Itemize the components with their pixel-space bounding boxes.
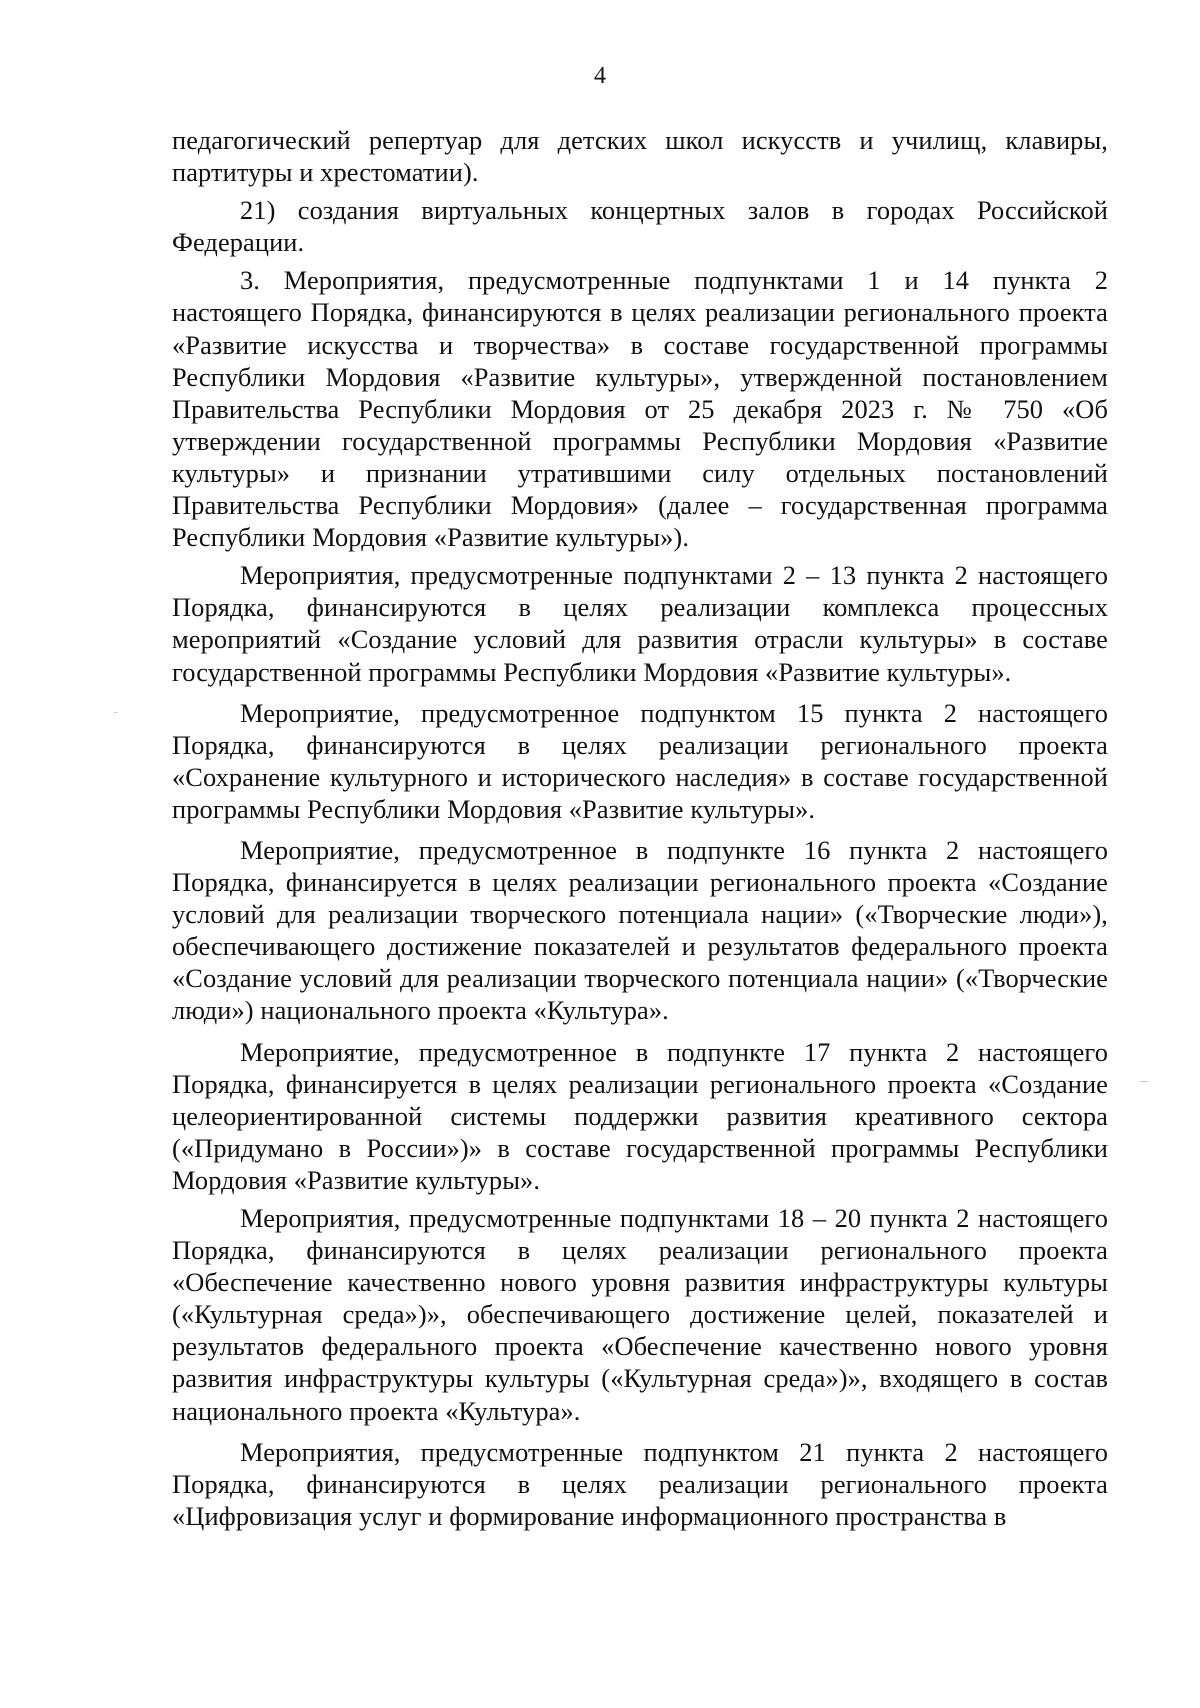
- paragraph-subitem-15: Мероприятие, предусмотренное подпунктом 15 пункта 2 настоящего Порядка, финансируются в целях реализации регионального проекта «Сохранение культурного и исторического наследия» в составе государственной программы Республики Мордовия «Развитие культуры».: [172, 697, 1108, 824]
- paragraph-subitems-18-20: Мероприятия, предусмотренные подпунктами 18 – 20 пункта 2 настоящего Порядка, финансируются в целях реализации регионального проекта «Обеспечение качественно нового уровня развития инфраструктуры культуры («Культурная среда»)», обеспечивающего достижение целей, показателей и результатов федерального проекта «Обеспечение качественно нового уровня развития инфраструктуры культуры («Культурная среда»)», входящего в состав национального проекта «Культура».: [172, 1203, 1108, 1426]
- paragraph-subitem-16: Мероприятие, предусмотренное в подпункте 16 пункта 2 настоящего Порядка, финансируется в целях реализации регионального проекта «Создание условий для реализации творческого потенциала нации» («Творческие люди»), обеспечивающего достижение показателей и результатов федерального проекта «Создание условий для реализации творческого потенциала нации» («Творческие люди») национального проекта «Культура».: [172, 834, 1108, 1026]
- paragraph-item-21: 21) создания виртуальных концертных залов в городах Российской Федерации.: [172, 195, 1108, 258]
- scan-artifact-right: [1140, 1081, 1148, 1082]
- page-number: 4: [594, 63, 606, 89]
- paragraph-subitems-2-13: Мероприятия, предусмотренные подпунктами 2 – 13 пункта 2 настоящего Порядка, финансируются в целях реализации комплекса процессных мероприятий «Создание условий для развития отрасли культуры» в составе государственной программы Республики Мордовия «Развитие культуры».: [172, 560, 1108, 687]
- paragraph-subitem-21: Мероприятия, предусмотренные подпунктом 21 пункта 2 настоящего Порядка, финансируются в целях реализации регионального проекта «Цифровизация услуг и формирование информационного пространства в: [172, 1436, 1108, 1531]
- scan-artifact-left: [114, 712, 117, 713]
- paragraph-subitem-17: Мероприятие, предусмотренное в подпункте 17 пункта 2 настоящего Порядка, финансируется в целях реализации регионального проекта «Создание целеориентированной системы поддержки развития креативного сектора («Придумано в России»)» в составе государственной программы Республики Мордовия «Развитие культуры».: [172, 1036, 1108, 1195]
- paragraph-continuation: педагогический репертуар для детских школ искусств и училищ, клавиры, партитуры и хрестоматии).: [172, 125, 1108, 188]
- document-body: [172, 124, 1108, 1532]
- paragraph-section-3: 3. Мероприятия, предусмотренные подпунктами 1 и 14 пункта 2 настоящего Порядка, финансируются в целях реализации регионального проекта «Развитие искусства и творчества» в составе государственной программы Республики Мордовия «Развитие культуры», утвержденной постановлением Правительства Республики Мордовия от 25 декабря 2023 г. № 750 «Об утверждении государственной программы Республики Мордовия «Развитие культуры» и признании утратившими силу отдельных постановлений Правительства Республики Мордовия» (далее – государственная программа Республики Мордовия «Развитие культуры»).: [172, 265, 1108, 553]
